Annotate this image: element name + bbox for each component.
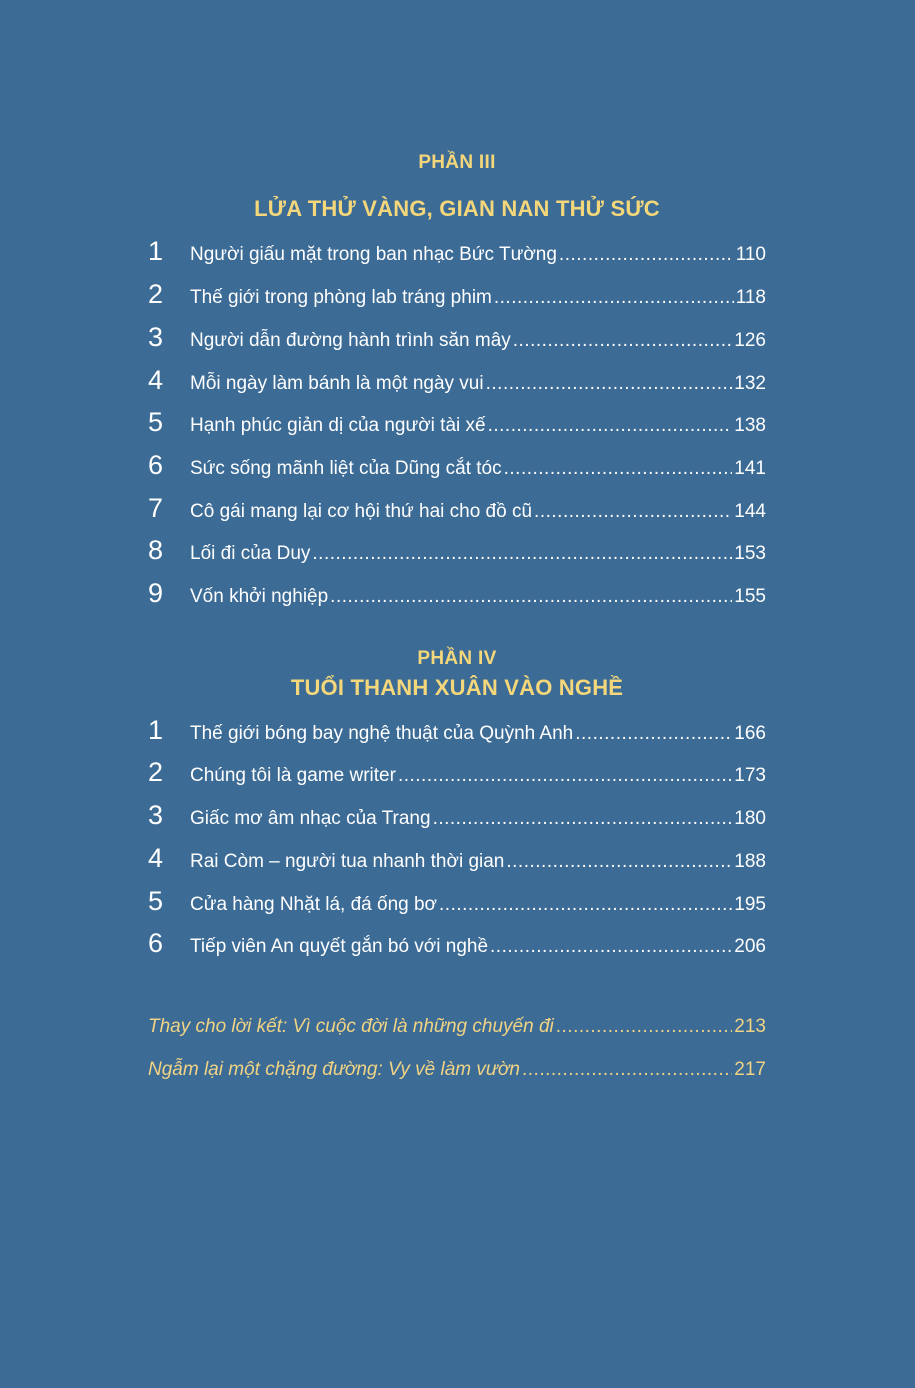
dot-leader: [486, 369, 733, 399]
toc-extra-entry[interactable]: [148, 1055, 766, 1085]
dot-leader: [488, 411, 733, 441]
dot-leader: [522, 1055, 732, 1085]
entry-page: 153: [734, 543, 766, 564]
entry-title: Cô gái mang lại cơ hội thứ hai cho đồ cũ: [190, 501, 533, 522]
entry-title: Mỗi ngày làm bánh là một ngày vui: [190, 373, 484, 394]
dot-leader: [490, 932, 732, 962]
entry-title: Giấc mơ âm nhạc của Trang: [190, 808, 431, 829]
entry-number: 5: [148, 407, 164, 437]
dot-leader: [494, 283, 734, 313]
entry-title: Lối đi của Duy: [190, 543, 311, 564]
toc-entry[interactable]: [148, 279, 766, 309]
entry-title: Người giấu mặt trong ban nhạc Bức Tường: [190, 244, 557, 265]
part-4-title: TUỔI THANH XUÂN VÀO NGHỀ: [290, 675, 624, 700]
toc-entry[interactable]: [148, 715, 766, 745]
part-4-label: PHẦN IV: [417, 648, 497, 669]
dot-leader: [504, 454, 733, 484]
entry-page: 155: [734, 586, 766, 607]
entry-title: Người dẫn đường hành trình săn mây: [190, 330, 511, 351]
entry-number: 5: [148, 886, 164, 916]
entry-title: Thế giới bóng bay nghệ thuật của Quỳnh Anh: [190, 723, 574, 744]
entry-title: Sức sống mãnh liệt của Dũng cắt tóc: [190, 458, 502, 479]
part-3-label: PHẦN III: [418, 152, 496, 173]
entry-page: 173: [734, 765, 766, 786]
entry-title: Cửa hàng Nhặt lá, đá ống bơ: [190, 894, 438, 915]
toc-entry[interactable]: [148, 365, 766, 395]
entry-number: 7: [148, 493, 164, 523]
entry-number: 4: [148, 843, 164, 873]
entry-number: 6: [148, 928, 164, 958]
entry-title: Thế giới trong phòng lab tráng phim: [190, 287, 492, 308]
entry-number: 2: [148, 279, 164, 309]
entry-title: Chúng tôi là game writer: [190, 765, 396, 786]
dot-leader: [575, 719, 732, 749]
entry-number: 4: [148, 365, 164, 395]
entry-page: 126: [734, 330, 766, 351]
entry-number: 1: [148, 236, 164, 266]
entry-page: 118: [735, 287, 766, 308]
entry-number: 3: [148, 800, 164, 830]
entry-page: 206: [734, 936, 766, 957]
dot-leader: [559, 240, 734, 270]
dot-leader: [439, 890, 732, 920]
entry-page: 217: [734, 1059, 766, 1080]
toc-entry[interactable]: [148, 493, 766, 523]
entry-number: 3: [148, 322, 164, 352]
entry-page: 141: [734, 458, 766, 479]
dot-leader: [534, 497, 732, 527]
entry-number: 2: [148, 757, 164, 787]
entry-number: 1: [148, 715, 164, 745]
toc-entry[interactable]: [148, 843, 766, 873]
entry-page: 213: [734, 1016, 766, 1037]
toc-entry[interactable]: [148, 535, 766, 565]
toc-extra-entry[interactable]: [148, 1012, 766, 1042]
toc-entry[interactable]: [148, 407, 766, 437]
part-3-title: LỬA THỬ VÀNG, GIAN NAN THỬ SỨC: [254, 196, 660, 221]
toc-entry[interactable]: [148, 757, 766, 787]
entry-page: 144: [734, 501, 766, 522]
toc-entry[interactable]: [148, 322, 766, 352]
dot-leader: [312, 539, 732, 569]
entry-title: Ngẫm lại một chặng đường: Vy về làm vườn: [148, 1059, 520, 1080]
entry-title: Thay cho lời kết: Vì cuộc đời là những chuyến đi: [148, 1016, 554, 1037]
dot-leader: [556, 1012, 733, 1042]
dot-leader: [513, 326, 733, 356]
entry-page: 110: [735, 244, 766, 265]
entry-title: Hạnh phúc giản dị của người tài xế: [190, 415, 486, 436]
dot-leader: [433, 804, 733, 834]
dot-leader: [398, 761, 732, 791]
toc-entry[interactable]: [148, 928, 766, 958]
entry-page: 195: [734, 894, 766, 915]
entry-title: Vốn khởi nghiệp: [190, 586, 329, 607]
toc-entry[interactable]: [148, 236, 766, 266]
entry-page: 180: [734, 808, 766, 829]
entry-number: 9: [148, 578, 164, 608]
toc-entry[interactable]: [148, 886, 766, 916]
dot-leader: [330, 582, 732, 612]
entry-title: Rai Còm – người tua nhanh thời gian: [190, 851, 505, 872]
entry-page: 166: [734, 723, 766, 744]
toc-entry[interactable]: [148, 450, 766, 480]
toc-entry[interactable]: [148, 578, 766, 608]
entry-number: 8: [148, 535, 164, 565]
entry-title: Tiếp viên An quyết gắn bó với nghề: [190, 936, 489, 957]
toc-entry[interactable]: [148, 800, 766, 830]
dot-leader: [506, 847, 732, 877]
entry-page: 138: [734, 415, 766, 436]
entry-page: 132: [734, 373, 766, 394]
entry-number: 6: [148, 450, 164, 480]
entry-page: 188: [734, 851, 766, 872]
